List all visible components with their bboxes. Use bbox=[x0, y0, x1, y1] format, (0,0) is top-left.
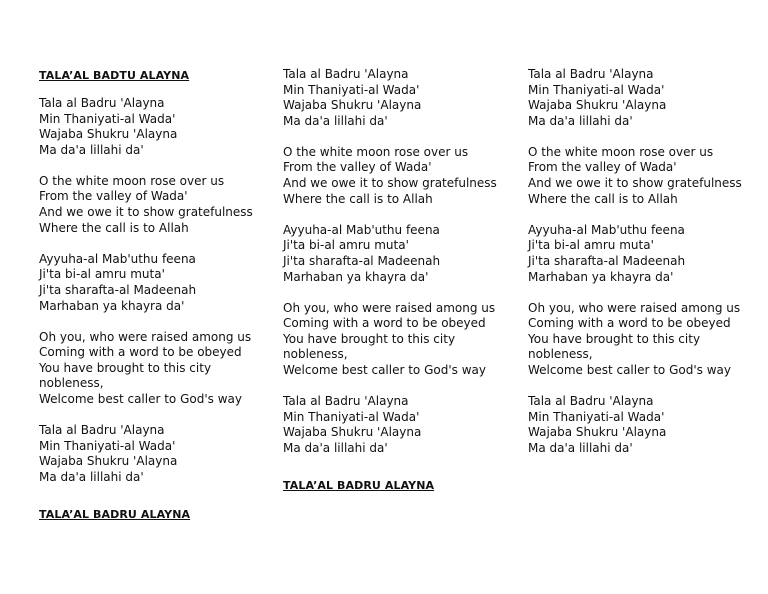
lyrics-stanza bbox=[39, 252, 279, 314]
lyrics-line: Oh you, who were raised among us bbox=[39, 329, 252, 344]
lyrics-line: From the valley of Wada' bbox=[528, 160, 677, 175]
lyrics-line: Tala al Badru 'Alayna bbox=[39, 96, 165, 110]
lyrics-stanza bbox=[283, 67, 523, 129]
lyrics-line: Welcome best caller to God's way bbox=[283, 363, 486, 377]
song-title-footer: TALA’AL BADRU ALAYNA bbox=[39, 508, 191, 522]
lyrics-line: Marhaban ya khayra da' bbox=[283, 269, 429, 284]
lyrics-line: From the valley of Wada' bbox=[283, 160, 432, 175]
lyrics-column-1 bbox=[39, 69, 279, 522]
lyrics-line: You have brought to this city bbox=[283, 331, 456, 346]
lyrics-stanza bbox=[283, 301, 523, 379]
lyrics-line: Ayyuha-al Mab'uthu feena bbox=[283, 222, 440, 237]
lyrics-line: Ji'ta bi-al amru muta' bbox=[39, 267, 165, 282]
lyrics-line: Min Thaniyati-al Wada' bbox=[39, 438, 176, 453]
lyrics-line: And we owe it to show gratefulness bbox=[528, 176, 742, 191]
lyrics-stanza bbox=[528, 301, 768, 379]
lyrics-line: Ji'ta bi-al amru muta' bbox=[528, 238, 654, 253]
lyrics-line: Welcome best caller to God's way bbox=[39, 392, 242, 406]
song-title-footer: TALA’AL BADRU ALAYNA bbox=[283, 479, 435, 493]
lyrics-line: Tala al Badru 'Alayna bbox=[283, 67, 409, 81]
lyrics-line: Wajaba Shukru 'Alayna bbox=[39, 454, 178, 469]
lyrics-line: Tala al Badru 'Alayna bbox=[528, 67, 654, 81]
lyrics-stanza bbox=[39, 174, 279, 236]
lyrics-line: Coming with a word to be obeyed bbox=[528, 316, 731, 331]
lyrics-line: nobleness, bbox=[528, 347, 593, 362]
lyrics-line: Ayyuha-al Mab'uthu feena bbox=[39, 251, 196, 266]
lyrics-line: From the valley of Wada' bbox=[39, 189, 188, 204]
lyrics-line: And we owe it to show gratefulness bbox=[283, 176, 497, 191]
lyrics-line: Where the call is to Allah bbox=[283, 191, 433, 206]
lyrics-stanza bbox=[39, 423, 279, 485]
lyrics-line: Min Thaniyati-al Wada' bbox=[283, 409, 420, 424]
lyrics-line: nobleness, bbox=[283, 347, 348, 362]
lyrics-stanza bbox=[528, 394, 768, 456]
lyrics-line: Ma da'a lillahi da' bbox=[528, 440, 633, 455]
lyrics-stanza bbox=[283, 394, 523, 456]
lyrics-line: Wajaba Shukru 'Alayna bbox=[528, 425, 667, 440]
lyrics-line: Ma da'a lillahi da' bbox=[39, 469, 144, 484]
lyrics-line: Tala al Badru 'Alayna bbox=[283, 394, 409, 409]
lyrics-line: Ayyuha-al Mab'uthu feena bbox=[528, 222, 685, 237]
lyrics-stanza bbox=[528, 145, 768, 207]
lyrics-stanza bbox=[528, 223, 768, 285]
lyrics-line: Wajaba Shukru 'Alayna bbox=[283, 425, 422, 440]
lyrics-line: Marhaban ya khayra da' bbox=[39, 298, 185, 313]
lyrics-line: Ji'ta bi-al amru muta' bbox=[283, 238, 409, 253]
lyrics-line: Wajaba Shukru 'Alayna bbox=[39, 127, 178, 142]
lyrics-line: O the white moon rose over us bbox=[528, 144, 714, 159]
lyrics-line: Min Thaniyati-al Wada' bbox=[528, 82, 665, 97]
lyrics-stanza bbox=[283, 223, 523, 285]
lyrics-line: O the white moon rose over us bbox=[283, 144, 469, 159]
lyrics-line: Ji'ta sharafta-al Madeenah bbox=[283, 253, 441, 268]
lyrics-line: Marhaban ya khayra da' bbox=[528, 269, 674, 284]
lyrics-line: Coming with a word to be obeyed bbox=[283, 316, 486, 331]
lyrics-line: Coming with a word to be obeyed bbox=[39, 345, 242, 360]
lyrics-line: You have brought to this city bbox=[39, 360, 212, 375]
lyrics-line: You have brought to this city bbox=[528, 331, 701, 346]
lyrics-line: Oh you, who were raised among us bbox=[528, 300, 741, 315]
lyrics-line: Ji'ta sharafta-al Madeenah bbox=[39, 282, 197, 297]
lyrics-stanza bbox=[283, 145, 523, 207]
lyrics-line: Min Thaniyati-al Wada' bbox=[283, 82, 420, 97]
lyrics-column-2 bbox=[283, 67, 523, 493]
lyrics-line: Where the call is to Allah bbox=[528, 191, 678, 206]
lyrics-stanza bbox=[528, 67, 768, 129]
lyrics-line: Ma da'a lillahi da' bbox=[283, 113, 388, 128]
lyrics-line: Ma da'a lillahi da' bbox=[39, 142, 144, 157]
lyrics-line: nobleness, bbox=[39, 376, 104, 391]
song-title-heading: TALA’AL BADTU ALAYNA bbox=[39, 69, 190, 82]
lyrics-line: O the white moon rose over us bbox=[39, 173, 225, 188]
lyrics-line: Oh you, who were raised among us bbox=[283, 300, 496, 315]
lyrics-line: Wajaba Shukru 'Alayna bbox=[283, 98, 422, 113]
lyrics-stanza bbox=[39, 96, 279, 158]
lyrics-line: Ji'ta sharafta-al Madeenah bbox=[528, 253, 686, 268]
lyrics-line: Welcome best caller to God's way bbox=[528, 363, 731, 377]
lyrics-line: And we owe it to show gratefulness bbox=[39, 205, 253, 220]
lyrics-line: Where the call is to Allah bbox=[39, 220, 189, 235]
lyrics-line: Tala al Badru 'Alayna bbox=[528, 394, 654, 409]
lyrics-line: Min Thaniyati-al Wada' bbox=[528, 409, 665, 424]
lyrics-line: Wajaba Shukru 'Alayna bbox=[528, 98, 667, 113]
lyrics-line: Tala al Badru 'Alayna bbox=[39, 423, 165, 438]
lyrics-line: Min Thaniyati-al Wada' bbox=[39, 111, 176, 126]
lyrics-column-3 bbox=[528, 67, 768, 456]
lyrics-line: Ma da'a lillahi da' bbox=[283, 440, 388, 455]
lyrics-stanza bbox=[39, 330, 279, 408]
lyrics-line: Ma da'a lillahi da' bbox=[528, 113, 633, 128]
